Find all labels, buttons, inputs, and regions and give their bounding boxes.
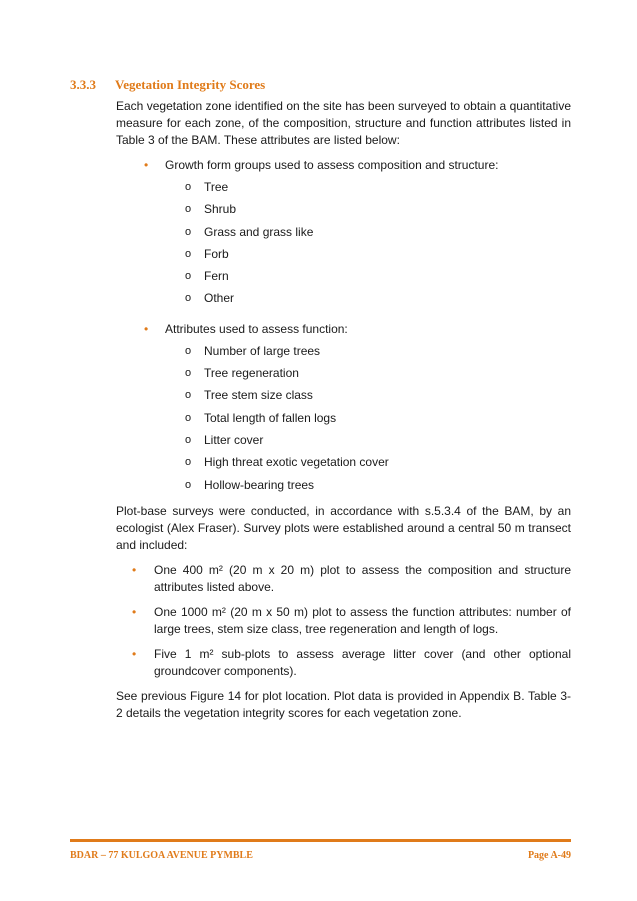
bullet-dot-icon: • [144,321,149,336]
bullet-dot-icon: • [144,158,149,172]
hollow-circle-icon: o [185,181,192,193]
bullet-dot-icon: • [132,604,137,619]
plot-item [116,646,571,680]
bullet-item [116,321,571,338]
footer-document-title: BDAR – 77 KULGOA AVENUE PYMBLE [70,850,253,861]
hollow-circle-icon: o [185,247,192,260]
hollow-circle-icon: o [185,270,192,283]
list-item [116,201,571,223]
list-item-label: Number of large trees [204,343,321,358]
hollow-circle-icon: o [185,389,192,402]
list-item-label: Hollow-bearing trees [204,477,315,492]
footer-page-number: Page A-49 [527,850,571,861]
hollow-circle-icon: o [185,478,192,491]
closing-paragraph: See previous Figure 14 for plot location. Plot data is provided in Appendix B. Table 3-2 details the vegetation integrity scores for each vegetation zone. [116,688,571,720]
list-item-label: Litter cover [204,432,264,447]
list-item-label: Tree regeneration [204,366,299,381]
list-item [116,246,571,268]
list-item-label: Tree [204,180,229,194]
footer-divider [70,839,571,842]
section-title: Vegetation Integrity Scores [115,77,266,92]
list-item [116,224,571,246]
attribute-group-function [116,321,571,499]
hollow-circle-icon: o [185,203,192,216]
list-item [116,410,571,432]
list-item [116,179,571,201]
list-item [116,387,571,409]
hollow-circle-icon: o [185,292,192,305]
plot-item [116,604,571,638]
hollow-circle-icon: o [185,411,192,424]
plot-item-text: Five 1 m² sub-plots to assess average litter cover (and other optional groundcover components). [154,646,571,678]
list-item-label: High threat exotic vegetation cover [204,455,389,470]
list-item-label: Shrub [204,202,237,217]
bullet-dot-icon: • [132,562,137,577]
list-item [116,268,571,290]
list-item-label: Fern [204,269,229,284]
bullet-dot-icon: • [132,646,137,661]
body-content [116,98,571,722]
attribute-group-composition [116,157,571,313]
sub-list [116,343,571,499]
list-item-label: Forb [204,246,229,261]
hollow-circle-icon: o [185,433,192,446]
list-item-label: Other [204,291,235,306]
hollow-circle-icon: o [185,225,192,238]
bullet-label: Attributes used to assess function: [165,321,348,336]
sub-list [116,179,571,313]
list-item-label: Tree stem size class [204,388,313,403]
bullet-item [116,157,571,174]
hollow-circle-icon: o [185,344,192,357]
section-heading [70,77,265,93]
plot-item [116,562,571,596]
section-number: 3.3.3 [70,77,96,92]
list-item-label: Grass and grass like [204,224,314,239]
list-item [116,290,571,312]
hollow-circle-icon: o [185,456,192,469]
list-item-label: Total length of fallen logs [204,410,337,425]
list-item [116,477,571,499]
list-item [116,432,571,454]
list-item [116,454,571,476]
hollow-circle-icon: o [185,367,192,380]
intro-paragraph: Each vegetation zone identified on the site has been surveyed to obtain a quantitative measure for each zone, of the composition, structure and function attributes listed in Table 3 of the BAM. These attributes are listed below: [116,99,571,147]
list-item [116,365,571,387]
plot-list [116,562,571,680]
bullet-label: Growth form groups used to assess composition and structure: [165,158,499,172]
survey-paragraph: Plot-base surveys were conducted, in accordance with s.5.3.4 of the BAM, by an ecologist (Alex Fraser). Survey plots were established around a central 50 m transect and included: [116,503,571,552]
plot-item-text: One 1000 m² (20 m x 50 m) plot to assess the function attributes: number of large trees, stem size class, tree regeneration and length of logs. [154,604,571,636]
list-item [116,343,571,365]
plot-item-text: One 400 m² (20 m x 20 m) plot to assess the composition and structure attributes listed above. [154,562,571,594]
